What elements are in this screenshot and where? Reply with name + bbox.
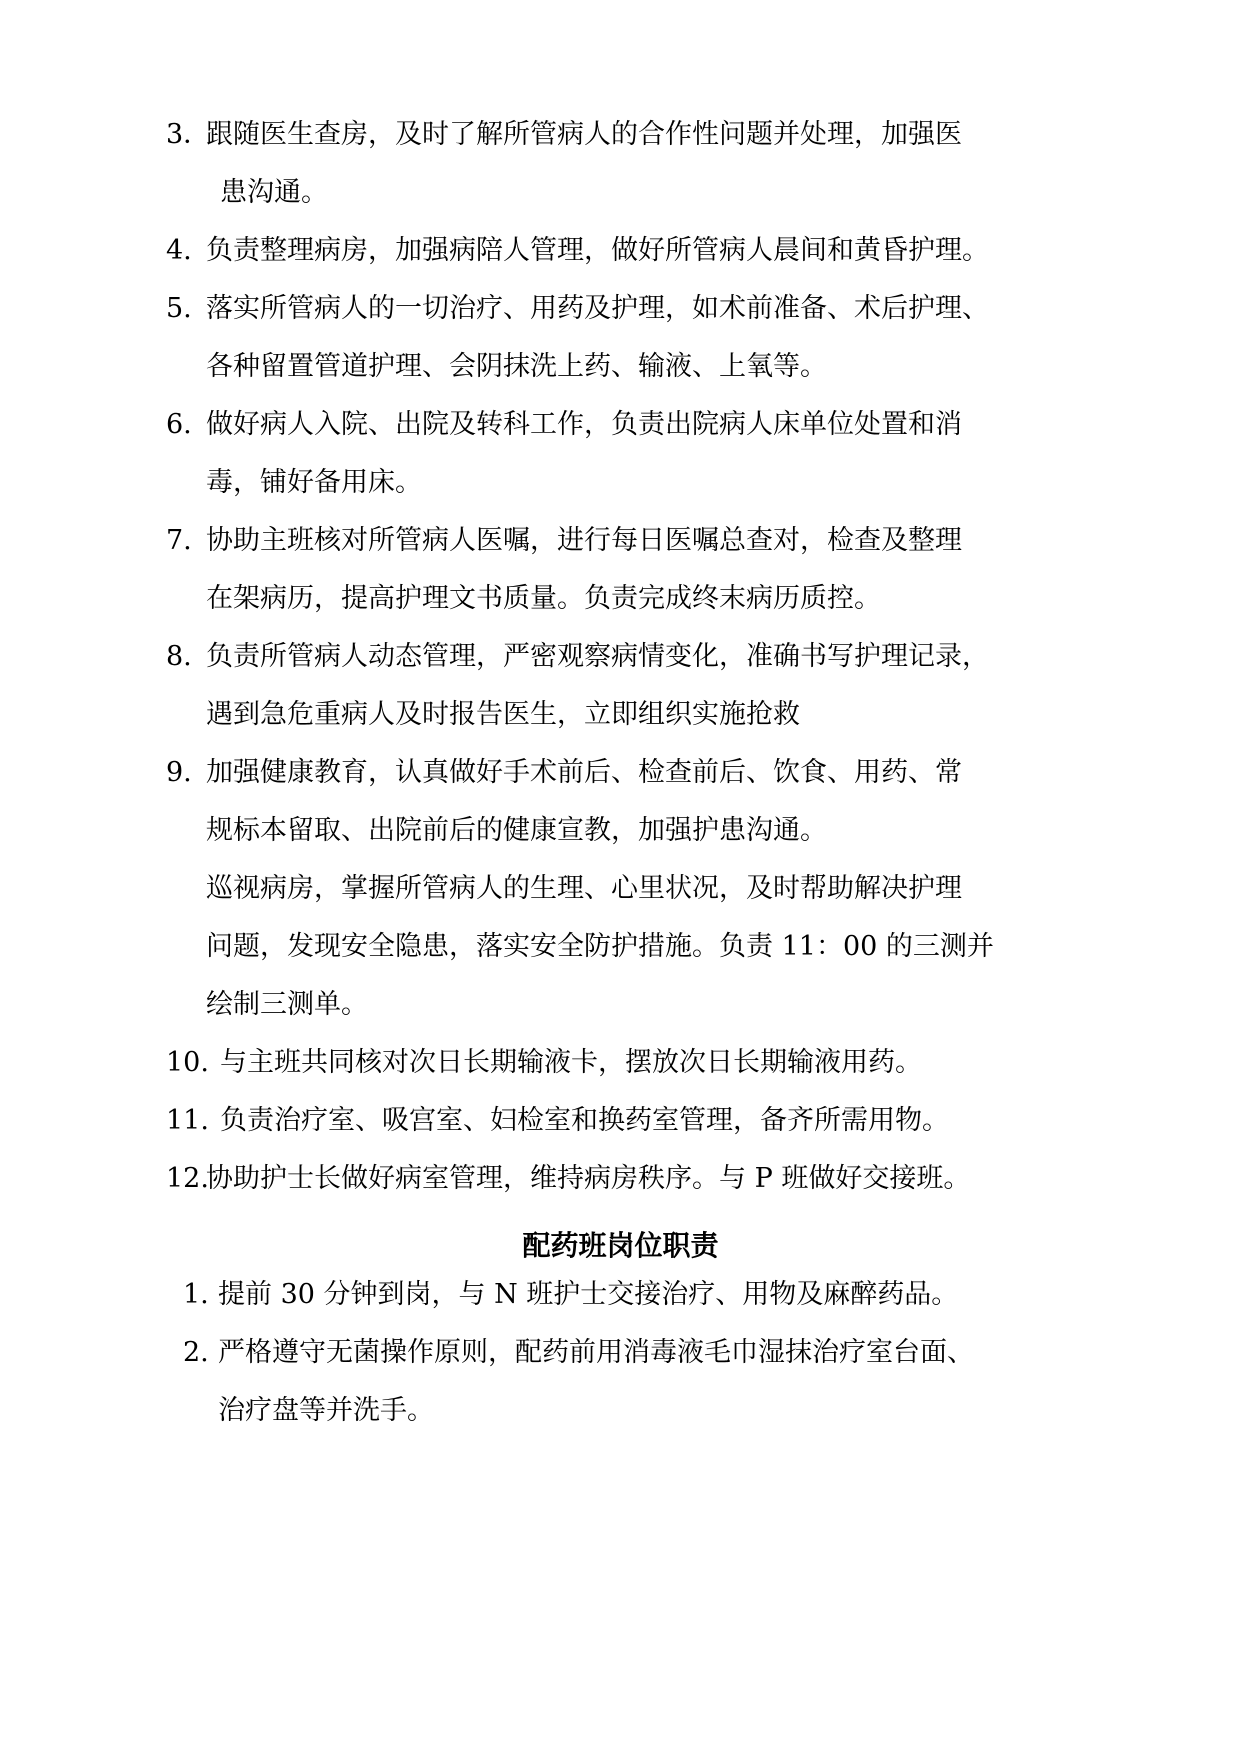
duty-item-1-number: 1. <box>183 1279 209 1310</box>
duty-item-1-text-line1: 提前 30 分钟到岗，与 N 班护士交接治疗、用物及麻醉药品。 <box>218 1279 959 1310</box>
item-11-text-line1: 负责治疗室、吸宫室、妇检室和换药室管理，备齐所需用物。 <box>220 1105 949 1136</box>
item-11-number: 11. <box>166 1105 209 1136</box>
item-6-number: 6. <box>166 409 192 440</box>
item-6-text-line1: 做好病人入院、出院及转科工作，负责出院病人床单位处置和消 <box>206 409 962 440</box>
item-7-text-line2: 在架病历，提高护理文书质量。负责完成终末病历质控。 <box>206 583 881 614</box>
paragraph-line1: 巡视病房，掌握所管病人的生理、心里状况，及时帮助解决护理 <box>206 873 962 904</box>
item-8-number: 8. <box>166 641 192 672</box>
item-6-text-line2: 毒，铺好备用床。 <box>206 467 422 498</box>
item-9-text-line1: 加强健康教育，认真做好手术前后、检查前后、饮食、用药、常 <box>206 757 962 788</box>
item-9-number: 9. <box>166 757 192 788</box>
paragraph-line2: 问题，发现安全隐患，落实安全防护措施。负责 11：00 的三测并 <box>206 931 994 962</box>
item-12-number: 12. <box>166 1163 209 1194</box>
section-title: 配药班岗位职责 <box>522 1229 719 1262</box>
duty-item-2-text-line1: 严格遵守无菌操作原则，配药前用消毒液毛巾湿抹治疗室台面、 <box>218 1337 974 1368</box>
item-8-text-line1: 负责所管病人动态管理，严密观察病情变化，准确书写护理记录， <box>206 641 989 672</box>
item-5-text-line2: 各种留置管道护理、会阴抹洗上药、输液、上氧等。 <box>206 351 827 382</box>
item-10-number: 10. <box>166 1047 209 1078</box>
paragraph-line3: 绘制三测单。 <box>206 989 368 1020</box>
item-3-text-line1: 跟随医生查房，及时了解所管病人的合作性问题并处理，加强医 <box>206 119 962 150</box>
item-4-number: 4. <box>166 235 192 266</box>
duty-item-2-text-line2: 治疗盘等并洗手。 <box>218 1395 434 1426</box>
item-10-text-line1: 与主班共同核对次日长期输液卡，摆放次日长期输液用药。 <box>220 1047 922 1078</box>
item-12-text-line1: 协助护士长做好病室管理，维持病房秩序。与 P 班做好交接班。 <box>206 1163 971 1194</box>
duty-item-2-number: 2. <box>183 1337 209 1368</box>
item-8-text-line2: 遇到急危重病人及时报告医生，立即组织实施抢救 <box>206 699 800 730</box>
item-7-number: 7. <box>166 525 192 556</box>
item-5-text-line1: 落实所管病人的一切治疗、用药及护理，如术前准备、术后护理、 <box>206 293 989 324</box>
item-4-text-line1: 负责整理病房，加强病陪人管理，做好所管病人晨间和黄昏护理。 <box>206 235 989 266</box>
item-3-text-line2: 患沟通。 <box>220 177 328 208</box>
item-9-text-line2: 规标本留取、出院前后的健康宣教，加强护患沟通。 <box>206 815 827 846</box>
item-7-text-line1: 协助主班核对所管病人医嘱，进行每日医嘱总查对，检查及整理 <box>206 525 962 556</box>
item-5-number: 5. <box>166 293 192 324</box>
item-3-number: 3． <box>166 119 211 150</box>
